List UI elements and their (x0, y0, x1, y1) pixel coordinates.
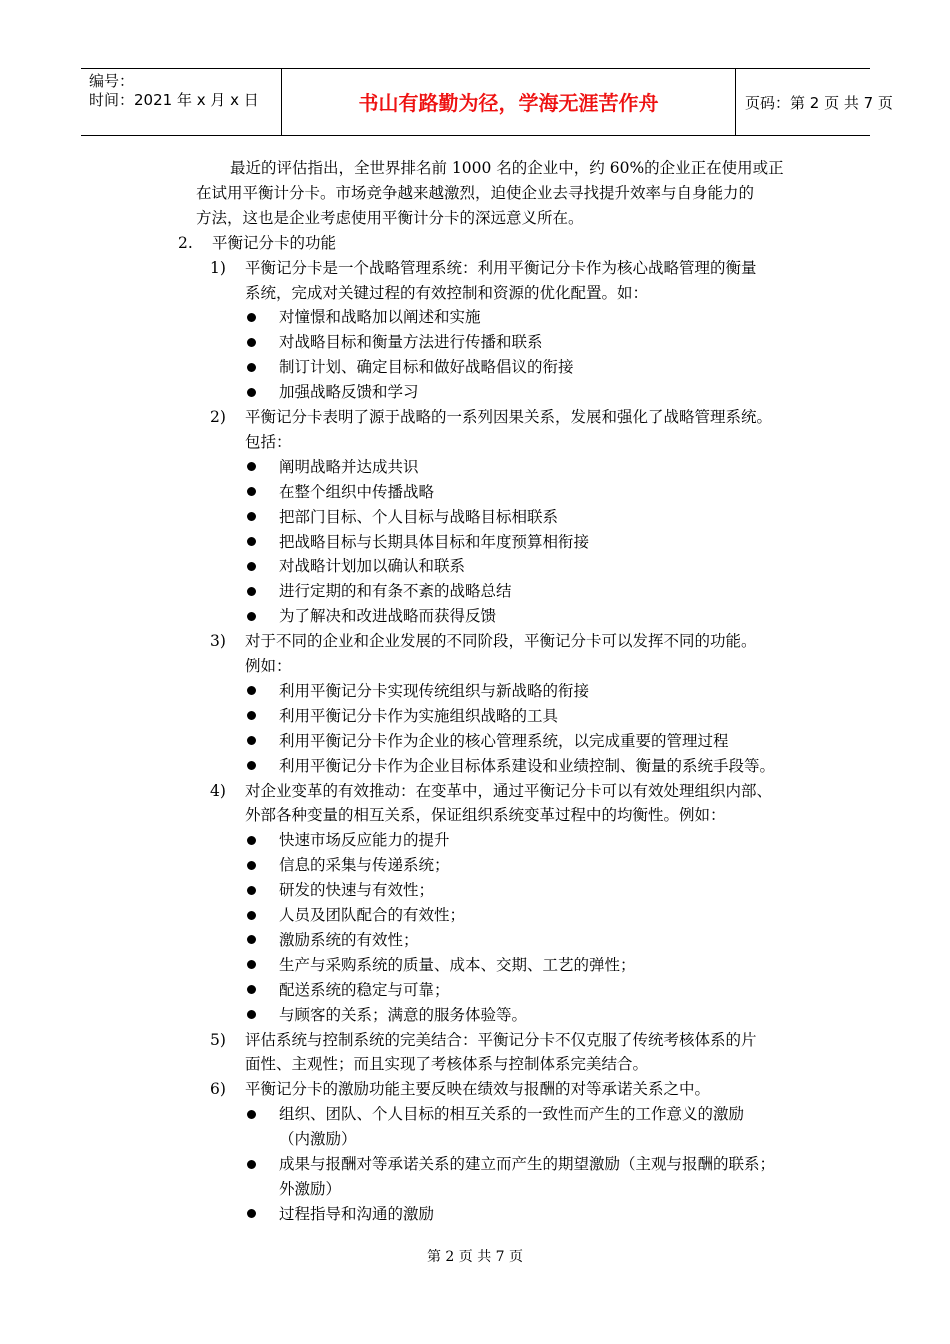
list-item-text: 系统，完成对关键过程的有效控制和资源的优化配置。如： (245, 283, 649, 302)
bullet-item-text: 加强战略反馈和学习 (279, 383, 419, 402)
bullet-item-text: 对战略计划加以确认和联系 (279, 557, 466, 576)
bullet-dot-icon (247, 612, 256, 621)
bullet-item-text: 生产与采购系统的质量、成本、交期、工艺的弹性； (279, 955, 636, 974)
bullet-dot-icon (247, 587, 256, 596)
bullet-dot-icon (247, 1160, 256, 1169)
intro-paragraph-line: 最近的评估指出，全世界排名前 1000 名的企业中，约 60%的企业正在使用或正 (230, 159, 784, 177)
bullet-item-text: 对战略目标和衡量方法进行传播和联系 (279, 333, 543, 352)
list-item-text: 面性、主观性；而且实现了考核体系与控制体系完美结合。 (245, 1055, 649, 1074)
date-label: 时间：2021 年 x 月 x 日 (89, 91, 259, 109)
bullet-dot-icon (247, 960, 256, 969)
bullet-dot-icon (247, 1209, 256, 1218)
bullet-dot-icon (247, 363, 256, 372)
bullet-dot-icon (247, 338, 256, 347)
bullet-item-text: 外激励） (279, 1179, 342, 1198)
bullet-item-text: 信息的采集与传递系统； (279, 856, 450, 875)
bullet-item-text: 组织、团队、个人目标的相互关系的一致性而产生的工作意义的激励 (279, 1105, 745, 1124)
bullet-item-text: （内激励） (279, 1130, 357, 1149)
bullet-item-text: 对憧憬和战略加以阐述和实施 (279, 308, 481, 327)
list-item-text: 评估系统与控制系统的完美结合：平衡记分卡不仅克服了传统考核体系的片 (245, 1030, 757, 1049)
bullet-dot-icon (247, 985, 256, 994)
list-item-text: 平衡记分卡的激励功能主要反映在绩效与报酬的对等承诺关系之中。 (245, 1080, 711, 1099)
bullet-dot-icon (247, 711, 256, 720)
list-item-number: 1) (210, 258, 226, 277)
bullet-item-text: 激励系统的有效性； (279, 930, 419, 949)
bullet-dot-icon (247, 935, 256, 944)
bullet-item-text: 把部门目标、个人目标与战略目标相联系 (279, 507, 559, 526)
bullet-item-text: 与顾客的关系；满意的服务体验等。 (279, 1005, 528, 1024)
header-center-cell (281, 69, 736, 135)
bullet-item-text: 过程指导和沟通的激励 (279, 1204, 435, 1223)
list-item-text: 对企业变革的有效推动：在变革中，通过平衡记分卡可以有效处理组织内部、 (245, 781, 773, 800)
bullet-dot-icon (247, 487, 256, 496)
list-item-text: 外部各种变量的相互关系，保证组织系统变革过程中的均衡性。例如： (245, 806, 726, 825)
bullet-item-text: 快速市场反应能力的提升 (279, 831, 450, 850)
bullet-dot-icon (247, 836, 256, 845)
page-footer: 第 2 页 共 7 页 (426, 1249, 524, 1265)
list-item-text: 包括： (245, 432, 292, 451)
bullet-dot-icon (247, 512, 256, 521)
bullet-dot-icon (247, 1110, 256, 1119)
bullet-item-text: 在整个组织中传播战略 (279, 482, 435, 501)
motto-text: 书山有路勤为径，学海无涯苦作舟 (358, 91, 659, 115)
list-item-text: 平衡记分卡表明了源于战略的一系列因果关系，发展和强化了战略管理系统。 (245, 408, 773, 426)
list-item-number: 6) (210, 1080, 226, 1099)
bullet-dot-icon (247, 462, 256, 471)
page-code: 页码：第 2 页 共 7 页 (745, 94, 893, 112)
header-left-cell (81, 69, 281, 135)
bullet-item-text: 利用平衡记分卡实现传统组织与新战略的衔接 (279, 681, 590, 700)
bullet-item-text: 进行定期的和有条不紊的战略总结 (279, 582, 512, 601)
bullet-item-text: 成果与报酬对等承诺关系的建立而产生的期望激励（主观与报酬的联系； (279, 1155, 776, 1173)
bullet-item-text: 人员及团队配合的有效性； (279, 906, 466, 924)
document-header (81, 68, 893, 136)
bullet-item-text: 利用平衡记分卡作为企业的核心管理系统，以完成重要的管理过程 (279, 731, 729, 750)
list-item-number: 2) (210, 408, 226, 426)
bullet-dot-icon (247, 911, 256, 920)
bullet-item-text: 阐明战略并达成共识 (279, 457, 419, 476)
bullet-dot-icon (247, 861, 256, 870)
header-right-cell (736, 69, 893, 135)
list-item-number: 3) (210, 632, 226, 651)
bullet-dot-icon (247, 1010, 256, 1019)
bullet-item-text: 利用平衡记分卡作为实施组织战略的工具 (279, 706, 559, 725)
bullet-dot-icon (247, 886, 256, 895)
intro-paragraph-line: 方法，这也是企业考虑使用平衡计分卡的深远意义所在。 (196, 208, 584, 227)
bullet-dot-icon (247, 313, 256, 322)
bullet-item-text: 把战略目标与长期具体目标和年度预算相衔接 (279, 532, 590, 551)
bullet-dot-icon (247, 537, 256, 546)
bullet-dot-icon (247, 686, 256, 695)
bullet-dot-icon (247, 761, 256, 770)
list-item-text: 例如： (245, 657, 292, 675)
bullet-dot-icon (247, 388, 256, 397)
bullet-dot-icon (247, 562, 256, 571)
bullet-item-text: 为了解决和改进战略而获得反馈 (279, 607, 497, 626)
bullet-dot-icon (247, 736, 256, 745)
intro-paragraph-line: 在试用平衡计分卡。市场竞争越来越激烈，迫使企业去寻找提升效率与自身能力的 (196, 183, 755, 202)
section-number: 2. (178, 233, 193, 252)
section-title: 平衡记分卡的功能 (212, 233, 337, 252)
serial-number-label: 编号： (89, 72, 135, 90)
bullet-item-text: 制订计划、确定目标和做好战略倡议的衔接 (279, 358, 574, 377)
bullet-item-text: 研发的快速与有效性； (279, 881, 435, 900)
list-item-number: 5) (210, 1030, 226, 1049)
list-item-text: 对于不同的企业和企业发展的不同阶段，平衡记分卡可以发挥不同的功能。 (245, 632, 757, 651)
list-item-text: 平衡记分卡是一个战略管理系统：利用平衡记分卡作为核心战略管理的衡量 (245, 258, 757, 277)
list-item-number: 4) (210, 781, 226, 800)
bullet-item-text: 利用平衡记分卡作为企业目标体系建设和业绩控制、衡量的系统手段等。 (279, 756, 776, 775)
bullet-item-text: 配送系统的稳定与可靠； (279, 980, 450, 999)
